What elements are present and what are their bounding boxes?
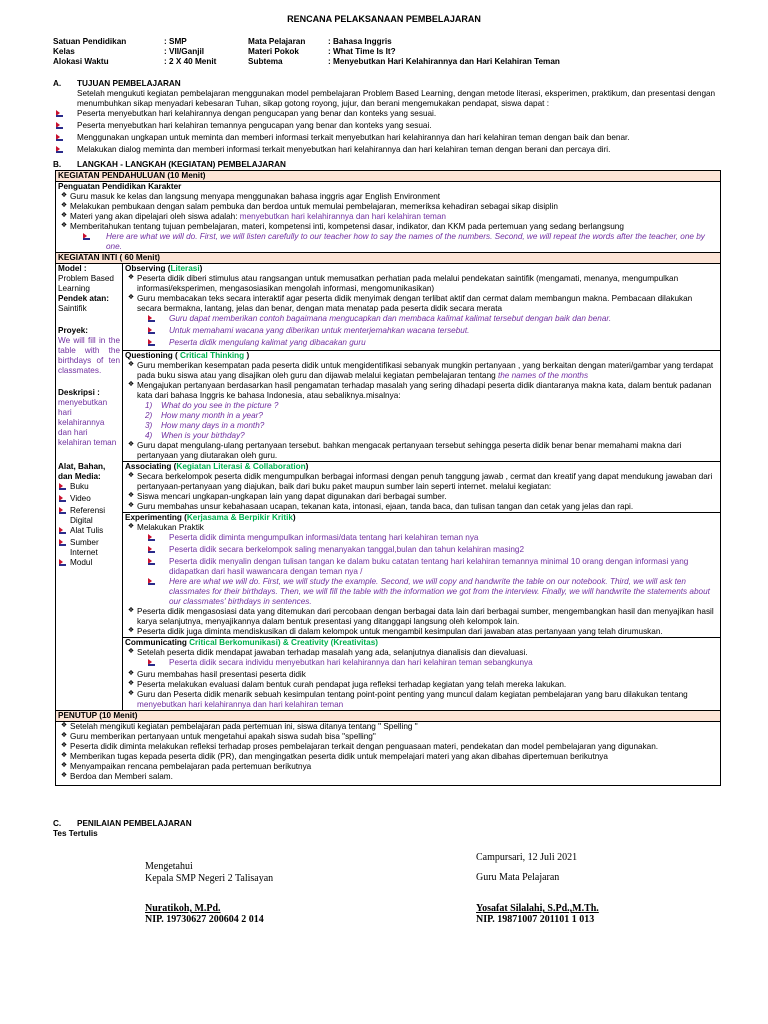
principal-name: Nuratikoh, M.Pd. [145,903,221,914]
materi-label: Materi Pokok [248,47,299,56]
inti-header: KEGIATAN INTI ( 60 Menit) [56,253,721,264]
arrow-bullet-icon [147,577,157,586]
arrow-bullet-icon [147,314,157,323]
experimenting-sub: Peserta didik diminta mengumpulkan informasi/data tentang hari kelahiran teman nya [169,533,479,542]
alat-item: Modul [70,558,93,567]
question-number: 2) [145,411,153,420]
diamond-bullet-icon: ❖ [60,772,68,779]
penutup-item: Setelah mengikuti kegiatan pembelajaran pada pertemuan ini, siswa ditanya tentang " Spelling " [70,722,418,731]
pendahuluan-item: Melakukan pembukaan dengan salam pembuka dan berdoa untuk memulai pembelajaran, memeriksa kehadiran sebagai sikap disiplin [70,202,558,211]
diamond-bullet-icon: ❖ [127,670,135,677]
meta-block [53,37,658,67]
kelas-label: Kelas [53,47,75,56]
pendahuluan-english: Here are what we will do. First, we will listen carefully to our teacher how to say the names of the numbers. Second, we will repeat the words after the teacher, one by one. [106,232,705,251]
arrow-bullet-icon [147,545,157,554]
experimenting-item: Melakukan Praktik [137,523,204,532]
lesson-plan-table [55,170,721,786]
diamond-bullet-icon: ❖ [60,202,68,209]
experimenting-title: Experimenting ( [125,513,187,522]
arrow-bullet-icon [82,232,92,241]
satuan-value: : SMP [164,37,187,46]
teacher-nip: NIP. 19871007 201101 1 013 [476,914,595,925]
arrow-bullet-icon [147,658,157,667]
penutup-item: Berdoa dan Memberi salam. [70,772,173,781]
diamond-bullet-icon: ❖ [127,648,135,655]
section-c-title: PENILAIAN PEMBELAJARAN [77,819,192,828]
diamond-bullet-icon: ❖ [127,523,135,530]
diamond-bullet-icon: ❖ [127,294,135,301]
principal-nip: NIP. 19730627 200604 2 014 [145,914,264,925]
model-value: Problem Based Learning [58,274,114,293]
experimenting-sub: Peserta didik menyalin dengan tulisan tangan ke dalam buku catatan tentang hari kelahiran temannya minimal 10 orang dengan informasi yang didapatkan dari hasil wawancara dengan teman nya / [169,557,689,576]
experimenting-tag: Kerjasama & Berpikir Kritik [186,513,293,522]
question-number: 3) [145,421,153,430]
alat-item: Sumber Internet [70,538,99,557]
diamond-bullet-icon: ❖ [127,607,135,614]
diamond-bullet-icon: ❖ [127,690,135,697]
arrow-bullet-icon [58,494,68,503]
mapel-value: : Bahasa Inggris [328,37,392,46]
section-a-num: A. [53,79,62,88]
section-a-intro: Setelah mengukuti kegiatan pembelajaran menggunakan model pembelajaran Problem Based Learning, dengan metode literasi, eksperimen, praktikum, dan presentasi dengan menumbuhkan sikap menyadari kebesaran Tuhan, sikap gotong royong, jujur, dan berani mengemukakan pendapat, siswa dapat : [77,89,716,108]
place-date: Campursari, 12 Juli 2021 [476,852,578,863]
materi-value: : What Time Is It? [328,47,396,56]
alat-item: Buku [70,482,89,491]
alat-item: Alat Tulis [70,526,104,535]
arrow-bullet-icon [55,133,65,142]
question-number: 1) [145,401,153,410]
alat-item: Referensi Digital [70,506,106,525]
observing-cell [123,264,721,351]
inti-left-column [56,264,123,711]
section-c-num: C. [53,819,62,828]
section-b-title: LANGKAH - LANGKAH (KEGIATAN) PEMBELAJARAN [77,160,286,169]
question-text: How many days in a month? [161,421,265,430]
satuan-label: Satuan Pendidikan [53,37,127,46]
communicating-title: Communicating [125,638,190,647]
questioning-tag: Critical Thinking [180,351,245,360]
deskripsi-label: Deskripsi : [58,388,100,397]
diamond-bullet-icon: ❖ [60,752,68,759]
pendekatan-label: Pendek atan: [58,294,109,303]
experimenting-close: ) [292,513,296,522]
diamond-bullet-icon: ❖ [60,742,68,749]
diamond-bullet-icon: ❖ [60,762,68,769]
materi-topic: menyebutkan hari kelahirannya dan hari kelahiran teman [239,212,446,221]
arrow-bullet-icon [55,121,65,130]
deskripsi-value: menyebutkan hari kelahirannya dan hari kelahiran teman [58,398,117,447]
arrow-bullet-icon [58,482,68,491]
observing-title: Observing ( [125,264,171,273]
arrow-bullet-icon [147,338,157,347]
communicating-item: Peserta melakukan evaluasi dalam bentuk curah pendapat juga refleksi terhadap kegiatan yang telah mereka lakukan. [137,680,567,689]
associating-item: Secara berkelompok peserta didik mengumpulkan berbagai informasi dengan penuh tanggung jawab , cermat dan kreatif yang dapat mendukung jawaban dari pertanyaan-pertanyaan yang diajukan, baik dari buku paket maupun sumber lain seperti internet. melalui kegiatan: [137,472,713,491]
arrow-bullet-icon [147,326,157,335]
pendahuluan-item: Guru masuk ke kelas dan langsung menyapa menggunakan bahasa inggris agar English Environment [70,192,441,201]
alat-item: Video [70,494,91,503]
mengetahui-label: Mengetahui [145,861,193,872]
section-c [53,819,192,839]
experimenting-english: Here are what we will do. First, we will study the example. Second, we will copy and handwrite the table on our notebook. Third, we will ask ten classmates for their birthdays. Then, we will fill the table with the information we got from the interview. Finally, we will handwrite the statements about our classmates' birthdays in sentences. [169,577,710,606]
arrow-bullet-icon [147,533,157,542]
penutup-item: Peserta didik diminta melakukan refleksi terhadap proses pembelajaran terkait dengan penguasaan materi, pendekatan dan model pembelajaran yang digunakan. [70,742,659,751]
teacher-title: Guru Mata Pelajaran [476,872,560,883]
diamond-bullet-icon: ❖ [127,472,135,479]
diamond-bullet-icon: ❖ [60,732,68,739]
questioning-item: Guru memberikan kesempatan pada peserta didik untuk mengidentifikasi sebanyak mungkin pertanyaan , yang berkaitan dengan materi/gambar yang terdapat pada buku siswa atau yang disajikan oleh guru dan dijawab melalui kegiatan pembelajaran tentang [137,361,714,380]
questioning-item: Guru dapat mengulang-ulang pertanyaan tersebut. bahkan mengacak pertanyaan tersebut sehingga peserta didik benar benar memahami makna dari pertanyaan yang diutarakan oleh guru. [137,441,682,460]
associating-tag: Kegiatan Literasi & Collaboration [176,462,306,471]
model-label: Model : [58,264,87,273]
observing-close: ) [199,264,203,273]
experimenting-item: Peserta didik juga diminta mendiskusikan di dalam kelompok untuk mengambil kesimpulan dari jawaban atas pertanyaan yang telah dirumuskan. [137,627,663,636]
associating-item: Guru membahas unsur kebahasaan ucapan, tekanan kata, intonasi, ejaan, tanda baca, dan tulisan tangan dan cetak yang jelas dan rapi. [137,502,634,511]
pendekatan-value: Saintifik [58,304,87,313]
diamond-bullet-icon: ❖ [127,381,135,388]
experimenting-cell [123,513,721,638]
arrow-bullet-icon [58,526,68,535]
diamond-bullet-icon: ❖ [127,502,135,509]
materi-prefix: Materi yang akan dipelajari oleh siswa adalah: [70,212,240,221]
alat-label: Alat, Bahan, dan Media: [58,462,106,481]
tujuan-item: Peserta menyebutkan hari kelahirannya dengan pengucapan yang benar dan konteks yang sesuai. [77,109,437,118]
section-b [53,160,286,170]
experimenting-item: Peserta didik mengasosiasi data yang ditemukan dari percobaan dengan berbagai data lain dari berbagai sumber, mengembangkan hasil dan menyajikan hasil karya selanjutnya, menyajikannya dalam bentuk presentasi yang ditanggapi langsung oleh kelompok lain. [137,607,714,626]
proyek-value: We will fill in the table with the birthdays of ten classmates. [58,336,120,375]
arrow-bullet-icon [58,506,68,515]
section-b-num: B. [53,160,62,169]
penutup-header: PENUTUP (10 Menit) [56,711,721,722]
diamond-bullet-icon: ❖ [127,274,135,281]
teacher-name: Yosafat Silalahi, S.Pd.,M.Th. [476,903,599,914]
associating-close: ) [305,462,309,471]
kelas-value: : VII/Ganjil [164,47,205,56]
diamond-bullet-icon: ❖ [60,212,68,219]
questioning-cell [123,351,721,462]
questioning-title: Questioning ( [125,351,181,360]
observing-item: Guru membacakan teks secara interaktif agar peserta didik menyimak dengan terlibat aktif dan cermat dalam membangun makna. Pembacaan dilakukan secara bermakna, lantang, jelas dan benar, dengan mata menatap pada peserta didik secara merata [137,294,693,313]
observing-sub: Untuk memahami wacana yang diberikan untuk menterjemahkan wacana tersebut. [169,326,470,335]
communicating-topic: menyebutkan hari kelahirannya dan hari kelahiran teman [137,700,344,709]
tujuan-note: Memberitahukan tentang tujuan pembelajaran, materi, kompetensi inti, kompetensi dasar, indikator, dan KKM pada pertemuan yang sedang berlangsung [70,222,624,231]
question-text: How many month in a year? [161,411,263,420]
subtema-value: : Menyebutkan Hari Kelahirannya dan Hari Kelahiran Teman [328,57,560,66]
arrow-bullet-icon [58,558,68,567]
penutup-cell [56,722,721,786]
diamond-bullet-icon: ❖ [60,222,68,229]
communicating-cell [123,638,721,711]
communicating-item: Guru dan Peserta didik menarik sebuah kesimpulan tentang point-point penting yang muncul dalam kegiatan pembelajaran yang baru dilakukan tentang [137,690,688,699]
pendahuluan-cell [56,182,721,253]
tujuan-item: Peserta menyebutkan hari kelahiran temannya pengucapan yang benar dan konteks yang sesuai. [77,121,432,130]
observing-sub: Peserta didik mengulang kalimat yang dibacakan guru [169,338,366,347]
associating-item: Siswa mencari ungkapan-ungkapan lain yang dapat digunakan dari berbagai sumber. [137,492,447,501]
diamond-bullet-icon: ❖ [127,680,135,687]
proyek-label: Proyek: [58,326,89,335]
arrow-bullet-icon [147,557,157,566]
question-text: When is your birthday? [161,431,245,440]
experimenting-sub: Peserta didik secara berkelompok saling menanyakan tanggal,bulan dan tahun kelahiran masing2 [169,545,525,554]
pendahuluan-header: KEGIATAN PENDAHULUAN (10 Menit) [56,171,721,182]
observing-item: Peserta didik diberi stimulus atau rangsangan untuk memusatkan perhatian pada melalui pendekatan saintifik (mengamati, menanya, mengumpulkan informasi/eksperimen, mengasosiasikan mengolah informasi, mengomunikasikan) [137,274,679,293]
arrow-bullet-icon [55,145,65,154]
communicating-item: Guru membahas hasil presentasi peserta didik [137,670,306,679]
question-number: 4) [145,431,153,440]
section-a [53,79,721,157]
associating-cell [123,462,721,513]
questioning-item: Mengajukan pertanyaan berdasarkan hasil pengamatan terhadap masalah yang sering dihadapi peserta didik diantaranya makna kata, dalam bentuk padanan kata dari bahasa Inggris ke bahasa Indonesia, atau sebaliknya.misalnya: [137,381,712,400]
section-c-sub: Tes Tertulis [53,829,98,838]
waktu-value: : 2 X 40 Menit [164,57,217,66]
communicating-tag: Critical Berkomunikasi) & Creativity (Kreativitas) [189,638,378,647]
diamond-bullet-icon: ❖ [127,361,135,368]
arrow-bullet-icon [55,109,65,118]
diamond-bullet-icon: ❖ [60,192,68,199]
tujuan-item: Melakukan dialog meminta dan memberi informasi terkait menyebutkan hari kelahirannya dan hari kelahiran teman dengan berani dan percaya diri. [77,145,611,154]
pendahuluan-sub: Penguatan Pendidikan Karakter [58,182,182,191]
diamond-bullet-icon: ❖ [127,627,135,634]
penutup-item: Memberikan tugas kepada peserta didik (PR), dan mengingatkan peserta didik untuk mempelajari materi yang akan dibahas dipertemuan berikutnya [70,752,608,761]
subtema-label: Subtema [248,57,283,66]
penutup-item: Menyampaikan rencana pembelajaran pada pertemuan berikutnya [70,762,312,771]
communicating-sub: Peserta didik secara individu menyebutkan hari kelahirannya dan hari kelahiran teman sebangkunya [169,658,533,667]
questioning-close: ) [244,351,250,360]
principal-title: Kepala SMP Negeri 2 Talisayan [145,873,274,884]
diamond-bullet-icon: ❖ [60,722,68,729]
section-a-title: TUJUAN PEMBELAJARAN [77,79,181,88]
tujuan-item: Menggunakan ungkapan untuk meminta dan memberi informasi terkait menyebutkan hari kelahirannya dan hari kelahiran teman dengan baik dan benar. [77,133,630,142]
communicating-item: Setelah peserta didik mendapat jawaban terhadap masalah yang ada, selanjutnya dianalisis dan dievaluasi. [137,648,528,657]
associating-title: Associating ( [125,462,177,471]
arrow-bullet-icon [58,538,68,547]
questioning-topic: the names of the months [497,371,589,380]
waktu-label: Alokasi Waktu [53,57,109,66]
diamond-bullet-icon: ❖ [127,492,135,499]
question-text: What do you see in the picture ? [161,401,279,410]
mapel-label: Mata Pelajaran [248,37,306,46]
penutup-item: Guru memberikan pertanyaan untuk mengetahui apakah siswa sudah bisa "spelling" [70,732,376,741]
diamond-bullet-icon: ❖ [127,441,135,448]
document-title: RENCANA PELAKSANAAN PEMBELAJARAN [287,14,481,24]
observing-tag: Literasi [170,264,200,273]
observing-sub: Guru dapat memberikan contoh bagaimana mengucapkan dan membaca kalimat kalimat tersebut dengan baik dan benar. [169,314,612,323]
